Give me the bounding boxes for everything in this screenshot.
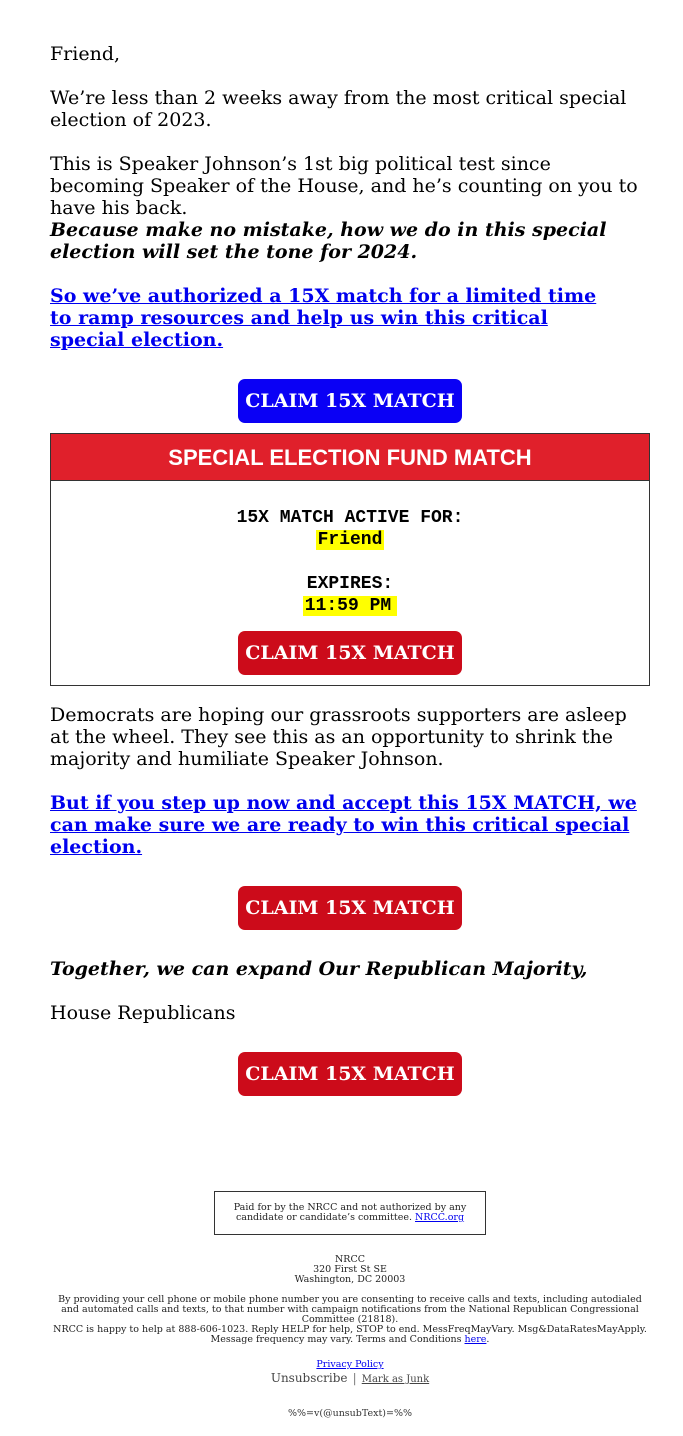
match-active-name-row — [51, 530, 649, 550]
mark-as-junk-link[interactable]: Mark as Junk — [361, 1374, 430, 1385]
unsubscribe-token: %%=v(@unsubText)=%% — [287, 1408, 412, 1419]
org-address — [50, 1255, 650, 1285]
match-link[interactable]: So we’ve authorized a 15X match for a limited time to ramp resources and help us win this critical special election. — [50, 285, 597, 351]
match-link-paragraph — [50, 285, 610, 351]
claim-match-button-top[interactable]: CLAIM 15X MATCH — [238, 379, 462, 423]
paragraph-speaker: This is Speaker Johnson’s 1st big political test since becoming Speaker of the House, and he’s counting on you to have his back. — [50, 153, 638, 219]
privacy-policy-link[interactable]: Privacy Policy — [316, 1359, 384, 1370]
greeting: Friend, — [50, 43, 121, 65]
closing-line: Together, we can expand Our Republican Majority, — [50, 958, 588, 980]
claim-match-button-bottom[interactable]: CLAIM 15X MATCH — [238, 1052, 462, 1096]
help-text: NRCC is happy to help at 888-606-1023. Reply HELP for help, STOP to end. MessFreqMayVary. Msg&DataRatesMayApply. Message frequency may vary. Terms and Conditions here. — [53, 1324, 647, 1345]
unsubscribe-row — [50, 1370, 650, 1387]
nrcc-link[interactable]: NRCC.org — [415, 1212, 465, 1223]
unsubscribe-link[interactable]: Unsubscribe — [270, 1371, 348, 1385]
paragraph-intro: We’re less than 2 weeks away from the most critical special election of 2023. — [50, 87, 627, 131]
claim-match-button-middle[interactable]: CLAIM 15X MATCH — [238, 886, 462, 930]
expires-label: EXPIRES: — [306, 574, 394, 594]
org-name: NRCC — [334, 1254, 365, 1265]
help-message: NRCC is happy to help at 888-606-1023. Reply HELP for help, STOP to end. MessFreqMayVary. Msg&DataRatesMayApply. Message frequency may vary. Terms and Conditions — [53, 1324, 647, 1345]
claim-match-button-box[interactable]: CLAIM 15X MATCH — [238, 631, 462, 675]
expires-time-row — [51, 596, 649, 616]
paragraph-democrats: Democrats are hoping our grassroots supporters are asleep at the wheel. They see this as an opportunity to shrink the majority and humiliate Speaker Johnson. — [50, 704, 627, 770]
expires-time: 11:59 PM — [303, 596, 397, 616]
paid-for-disclaimer — [214, 1191, 486, 1235]
match-active-label: 15X MATCH ACTIVE FOR: — [236, 508, 464, 528]
accept-link-paragraph — [50, 792, 650, 858]
match-box-title: SPECIAL ELECTION FUND MATCH — [51, 434, 649, 481]
match-box — [50, 433, 650, 686]
footer-separator: | — [352, 1371, 357, 1385]
sms-consent: By providing your cell phone or mobile phone number you are consenting to receive calls and texts, including autodialed and automated calls and texts, to that number with campaign notifications from the National Republican Congressional Committee (21818). — [58, 1294, 642, 1325]
paragraph-emphasis: Because make no mistake, how we do in this special election will set the tone for 2024. — [50, 219, 607, 263]
address-line-1: 320 First St SE — [313, 1264, 387, 1275]
match-active-name: Friend — [317, 530, 383, 550]
signature: House Republicans — [50, 1002, 236, 1024]
disclaimer-text: Paid for by the NRCC and not authorized by any candidate or candidate’s committee. — [233, 1202, 467, 1223]
accept-match-link[interactable]: But if you step up now and accept this 15X MATCH, we can make sure we are ready to win this critical special election. — [50, 792, 637, 858]
address-line-2: Washington, DC 20003 — [294, 1274, 406, 1285]
terms-link[interactable]: here — [464, 1334, 487, 1345]
